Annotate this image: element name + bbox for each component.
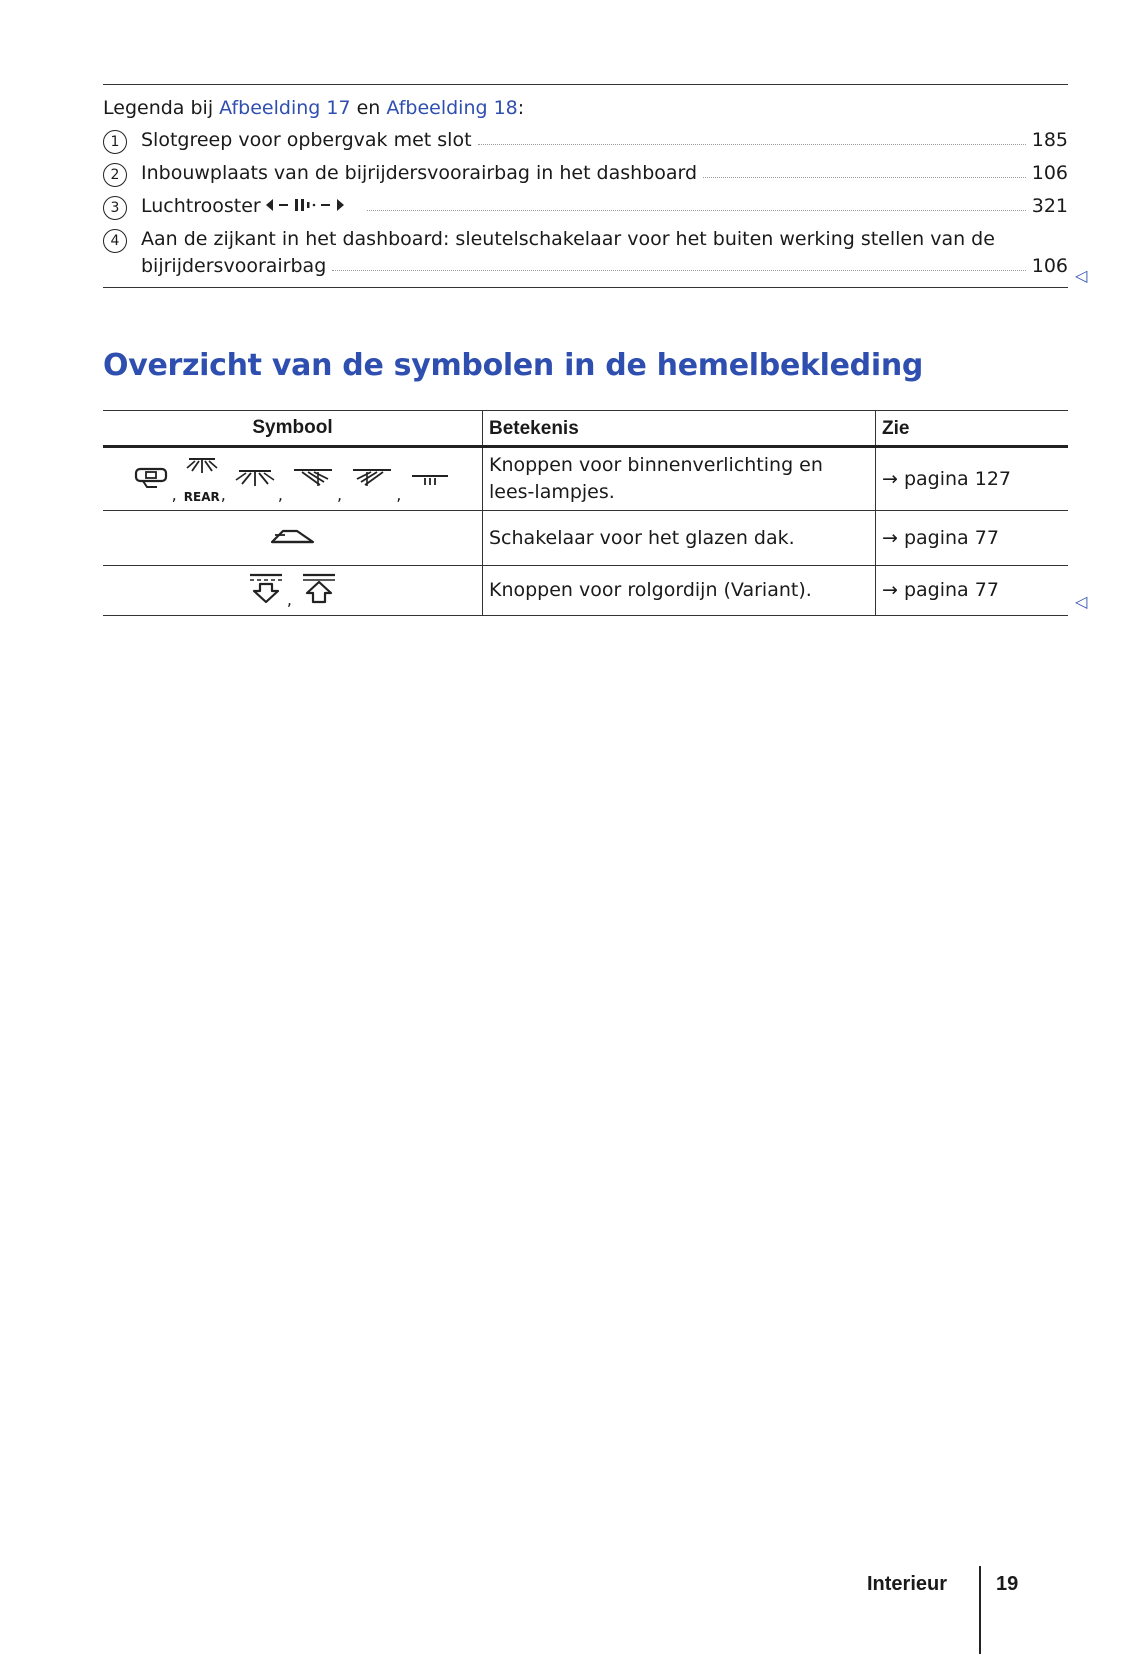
leader-dots: [478, 144, 1026, 145]
table-row: [103, 447, 1068, 511]
symbols-table: [103, 410, 1068, 616]
footer-section-title: Interieur: [867, 1573, 948, 1595]
symbol-cell-interior-lights: , REAR, , , ,: [103, 447, 483, 511]
callout-number: 4: [103, 229, 127, 253]
callout-number: 1: [103, 130, 127, 154]
header-meaning: Betekenis: [483, 411, 876, 447]
header-symbol: Symbool: [103, 411, 483, 447]
legend-item-page[interactable]: 185: [1031, 129, 1068, 151]
see-page-link[interactable]: → pagina 77: [876, 566, 1069, 616]
legend-item-label-line2: bijrijdersvoorairbag: [141, 255, 327, 277]
meaning-cell: Schakelaar voor het glazen dak.: [483, 511, 876, 566]
legend-item-label: Slotgreep voor opbergvak met slot: [141, 129, 472, 151]
sunblind-up-icon: [299, 572, 339, 609]
leader-dots: [703, 177, 1026, 178]
section-end-triangle-icon: ◁: [1075, 592, 1088, 611]
legend-colon: :: [517, 97, 525, 119]
symbol-cell-glass-roof: [103, 511, 483, 566]
legend-conjunction: en: [356, 97, 381, 119]
footer-divider: [979, 1566, 981, 1654]
table-row: [103, 566, 1068, 616]
legend-prefix: Legenda bij: [103, 97, 214, 119]
callout-number: 3: [103, 196, 127, 220]
air-vent-symbols-icon: [265, 197, 361, 217]
legend-item-page[interactable]: 321: [1031, 195, 1068, 217]
section-heading: Overzicht van de symbolen in de hemelbekleding: [103, 348, 924, 383]
legend-item-label: Inbouwplaats van de bijrijdersvoorairbag in het dashboard: [141, 162, 698, 184]
figure-17-link[interactable]: Afbeelding 17: [219, 97, 351, 119]
interior-light-on-icon: [233, 465, 277, 494]
interior-light-off-icon: [408, 465, 452, 494]
symbol-cell-sunblind: ,: [103, 566, 483, 616]
rear-label: REAR: [183, 489, 220, 504]
legend-bottom-rule: [103, 287, 1068, 288]
sunblind-down-icon: [246, 572, 286, 609]
see-page-link[interactable]: → pagina 77: [876, 511, 1069, 566]
legend-item-label-line1: Aan de zijkant in het dashboard: sleutelschakelaar voor het buiten werking stellen van de: [141, 228, 995, 250]
table-row: [103, 511, 1068, 566]
meaning-cell: Knoppen voor binnenverlichting en lees-lampjes.: [483, 447, 876, 511]
legend-title: [103, 97, 524, 119]
header-see: Zie: [876, 411, 1069, 447]
legend-item-page[interactable]: 106: [1031, 255, 1068, 277]
reading-light-left-icon: [290, 465, 336, 494]
section-end-triangle-icon: ◁: [1075, 266, 1088, 285]
legend-item-label: Luchtrooster: [141, 195, 261, 217]
interior-light-rear-icon: [184, 455, 220, 504]
table-header-row: [103, 411, 1068, 447]
legend-top-rule: [103, 84, 1068, 85]
figure-18-link[interactable]: Afbeelding 18: [386, 97, 518, 119]
callout-number: 2: [103, 163, 127, 187]
leader-dots: [332, 270, 1025, 271]
leader-dots: [367, 210, 1026, 211]
legend-item-page[interactable]: 106: [1031, 162, 1068, 184]
interior-light-door-icon: [133, 464, 171, 495]
see-page-link[interactable]: → pagina 127: [876, 447, 1069, 511]
meaning-cell: Knoppen voor rolgordijn (Variant).: [483, 566, 876, 616]
glass-roof-icon: [269, 525, 317, 552]
reading-light-right-icon: [349, 465, 395, 494]
page-number: 19: [996, 1573, 1019, 1595]
